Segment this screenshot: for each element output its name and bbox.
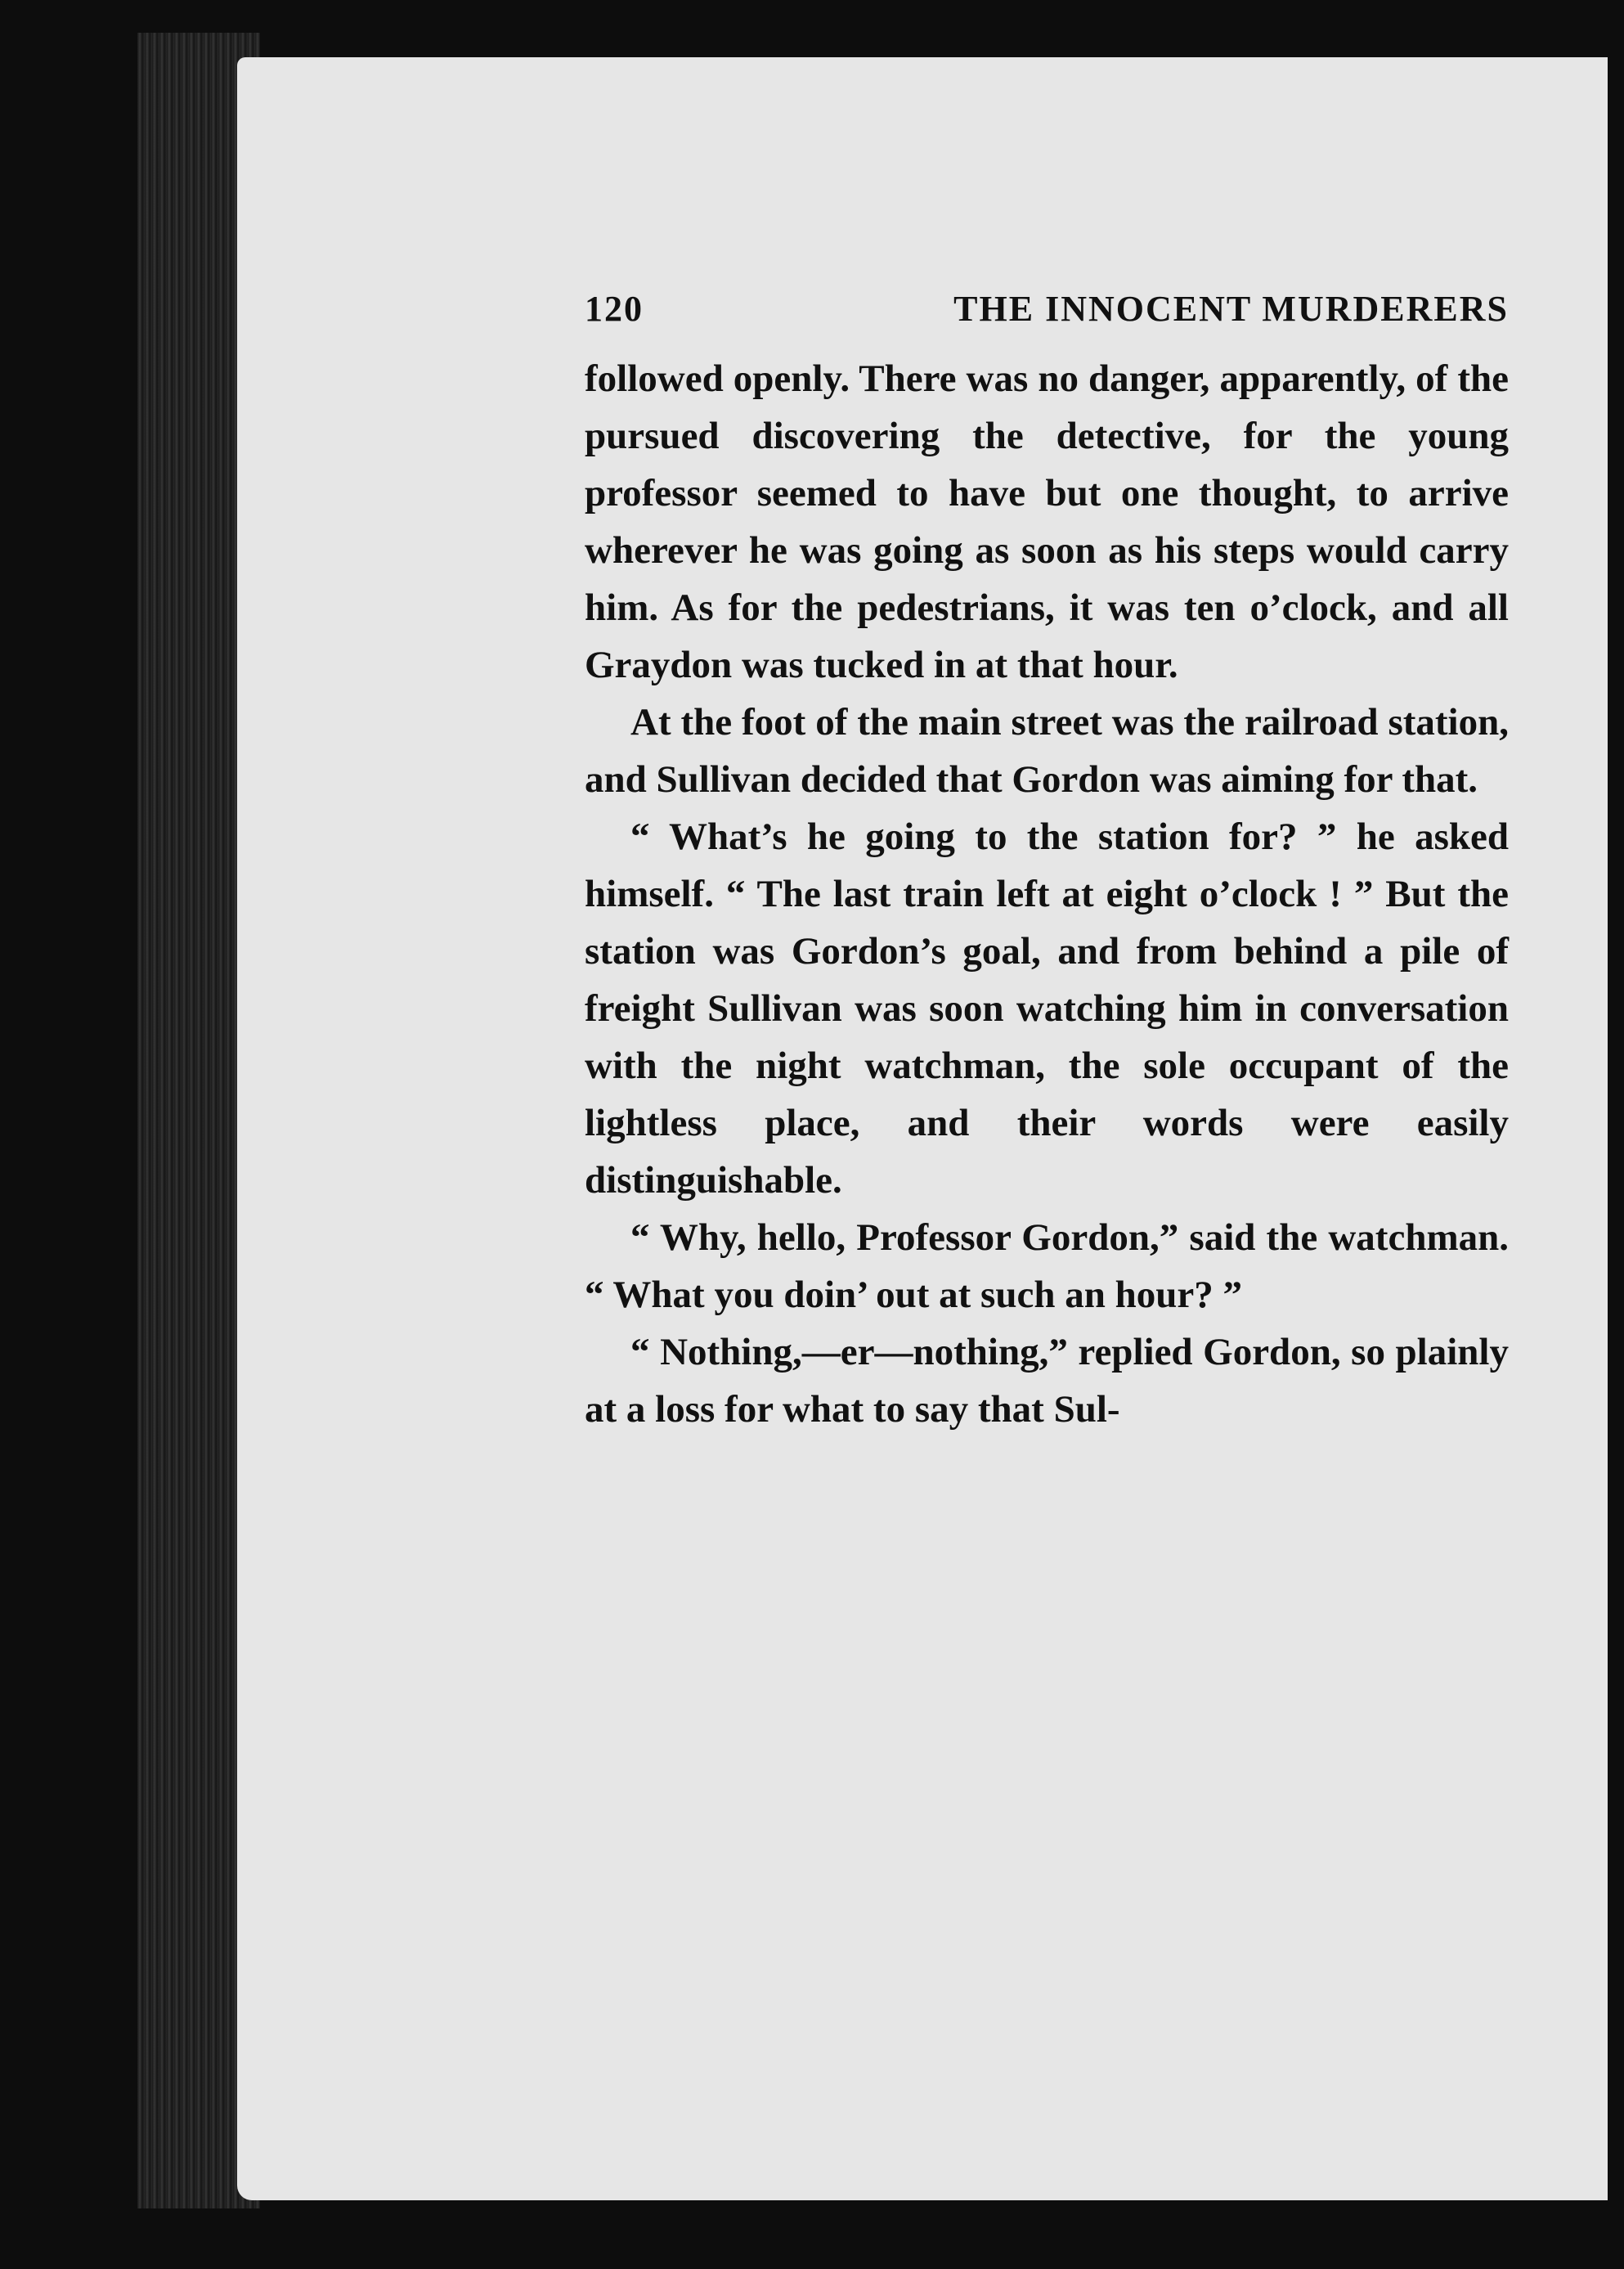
page-text (585, 285, 1509, 1438)
paragraph: At the foot of the main street was the railroad station, and Sullivan decided that Gordon was aiming for that. (585, 701, 1509, 801)
paragraph: “ Why, hello, Professor Gordon,” said the watchman. “ What you doin’ out at such an hour? ” (585, 1216, 1509, 1316)
paragraph: followed openly. There was no danger, apparently, of the pursued discovering the detective, for the young professor seemed to have but one thought, to arrive wherever he was going as soon as his steps would carry him. As for the pedestrians, it was ten o’clock, and all Graydon was tucked in at that hour. (585, 357, 1509, 686)
running-head (585, 285, 1509, 350)
running-title: THE INNOCENT MURDERERS (953, 289, 1509, 329)
paragraph: “ What’s he going to the station for? ” he asked himself. “ The last train left at eight o’clock ! ” But the station was Gordon’s goal, and from behind a pile of freight Sullivan was soon watching him in conversation with the night watchman, the sole occupant of the lightless place, and their words were easily distinguishable. (585, 815, 1509, 1202)
page-number: 120 (585, 289, 644, 329)
paragraph: “ Nothing,—er—nothing,” replied Gordon, so plainly at a loss for what to say that Sul- (585, 1331, 1509, 1431)
